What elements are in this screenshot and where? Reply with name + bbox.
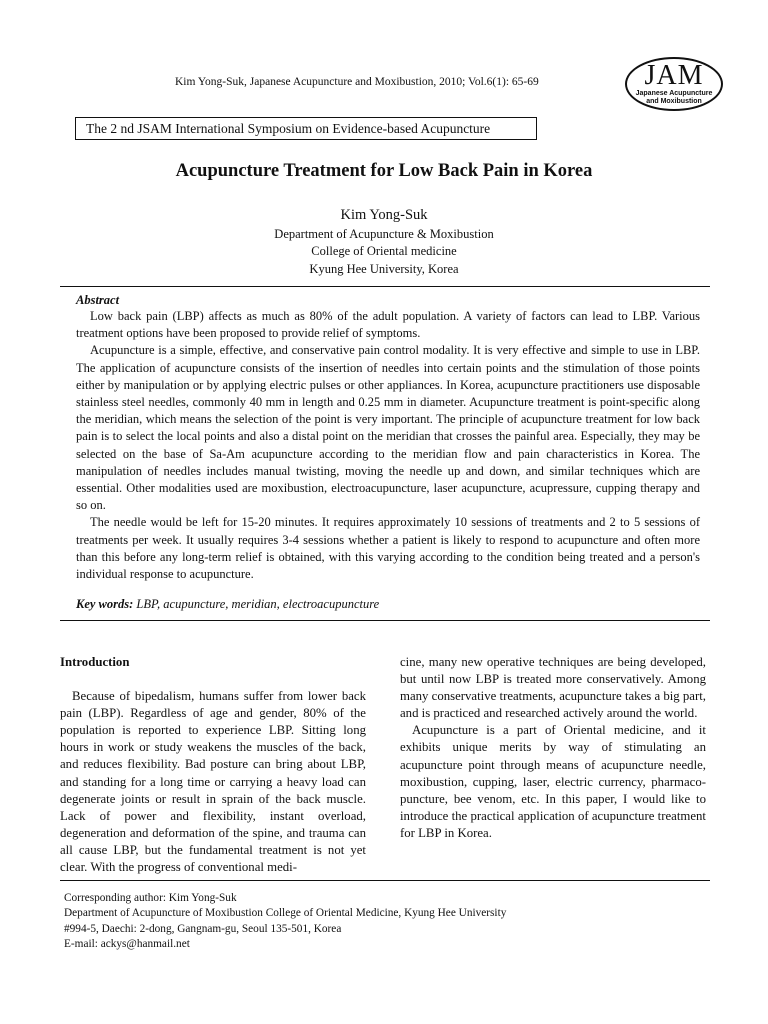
body-right-column [400, 654, 706, 842]
author-block [0, 207, 768, 278]
keywords-label: Key words: [76, 597, 134, 611]
introduction-heading: Introduction [60, 655, 130, 669]
abstract-top-rule [60, 286, 710, 287]
corresponding-department: Department of Acupuncture of Moxibustion College of Oriental Medicine, Kyung Hee University [64, 907, 507, 920]
keywords [76, 597, 379, 612]
abstract-paragraph-1: Low back pain (LBP) affects as much as 80% of the adult population. A variety of factors can lead to LBP. Various treatment options have been proposed to provide relief of symptoms. [76, 309, 700, 341]
correspondence-footnote [64, 891, 506, 953]
logo-subtitle-2: and Moxibustion [646, 98, 702, 105]
author-name: Kim Yong-Suk [340, 207, 428, 223]
keywords-value: LBP, acupuncture, meridian, electroacupuncture [136, 597, 380, 611]
abstract-heading: Abstract [76, 293, 120, 307]
body-left-column [60, 654, 366, 876]
abstract-section [76, 293, 700, 583]
author-affiliation-2: College of Oriental medicine [311, 244, 457, 258]
jam-logo [625, 57, 723, 111]
abstract-bottom-rule [60, 620, 710, 621]
logo-text: JAM [644, 60, 704, 91]
paper-title: Acupuncture Treatment for Low Back Pain in Korea [175, 161, 593, 181]
author-affiliation-1: Department of Acupuncture & Moxibustion [274, 226, 494, 241]
logo-subtitle-1: Japanese Acupuncture [635, 90, 713, 97]
corresponding-email: E-mail: ackys@hanmail.net [64, 938, 190, 951]
introduction-paragraph-1-continued: cine, many new operative techniques are being developed, but until now LBP is treated more conservatively. Among many conservative treatments, acupuncture takes a big part, and is practiced and researched actively around the world. [400, 655, 706, 721]
symposium-banner: The 2 nd JSAM International Symposium on Evidence-based Acupuncture [75, 117, 537, 140]
journal-citation: Kim Yong-Suk, Japanese Acupuncture and Moxibustion, 2010; Vol.6(1): 65-69 [175, 76, 539, 88]
abstract-paragraph-2: Acupuncture is a simple, effective, and conservative pain control modality. It is very effective and simple to use in LBP. The application of acupuncture consists of the insertion of needles into certain points and the stimulation of those points either by manipulation or by applying electric pulses or other appliances. In Korea, acupuncture practitioners use disposable stainless steel needles, commonly 40 mm in length and 0.25 mm in diameter. Acupuncture treatment is point-specific along the meridian, which means the selection of the point is very important. The principle of acupuncture treatment for low back pain is to select the local points and also a distal point on the meridian that crosses the painful area. Especially, they may be selected on the base of Sa-Am acupuncture according to the meridian flow and pain characteristics in Korea. The manipulation of needles includes manual twisting, moving the needle up and down, and similar techniques which are essential. Other modalities used are moxibustion, electroacupuncture, laser acupuncture, acupressure, cupping therapy and so on. [76, 343, 700, 513]
introduction-paragraph-2: Acupuncture is a part of Oriental medicine, and it exhibits unique merits by way of stimulating an acupuncture point through means of acupuncture needle, moxibustion, cupping, laser, electric currency, pharmaco-puncture, bee venom, etc. In this paper, I would like to introduce the practical application of acupuncture treatment for LBP in Korea. [400, 723, 706, 840]
author-affiliation-3: Kyung Hee University, Korea [309, 261, 459, 276]
abstract-paragraph-3: The needle would be left for 15-20 minutes. It requires approximately 10 sessions of treatments and 2 to 5 sessions of treatments per week. It usually requires 3-4 sessions whether a patient is likely to respond to acupuncture and often more than this before any long-term relief is obtained, with this varying according to the condition being treated and a person's individual response to acupuncture. [76, 515, 700, 582]
corresponding-author: Corresponding author: Kim Yong-Suk [64, 892, 237, 904]
introduction-paragraph-1: Because of bipedalism, humans suffer from lower back pain (LBP). Regardless of age and gender, 80% of the population is reported to experience LBP. Sitting long hours in work or study weakens the muscles of the back, and reduces flexibility. Bad posture can bring about LBP, and standing for a long time or carrying a heavy load can degenerate joints or result in sprain of the back muscle. Lack of power and flexibility, instant overload, degeneration and deformation of the spine, and trauma can all cause LBP, but the fundamental treatment is not yet clear. With the progress of conventional medi- [60, 689, 366, 875]
footnote-rule [60, 880, 710, 881]
corresponding-address: #994-5, Daechi: 2-dong, Gangnam-gu, Seoul 135-501, Korea [64, 922, 342, 935]
